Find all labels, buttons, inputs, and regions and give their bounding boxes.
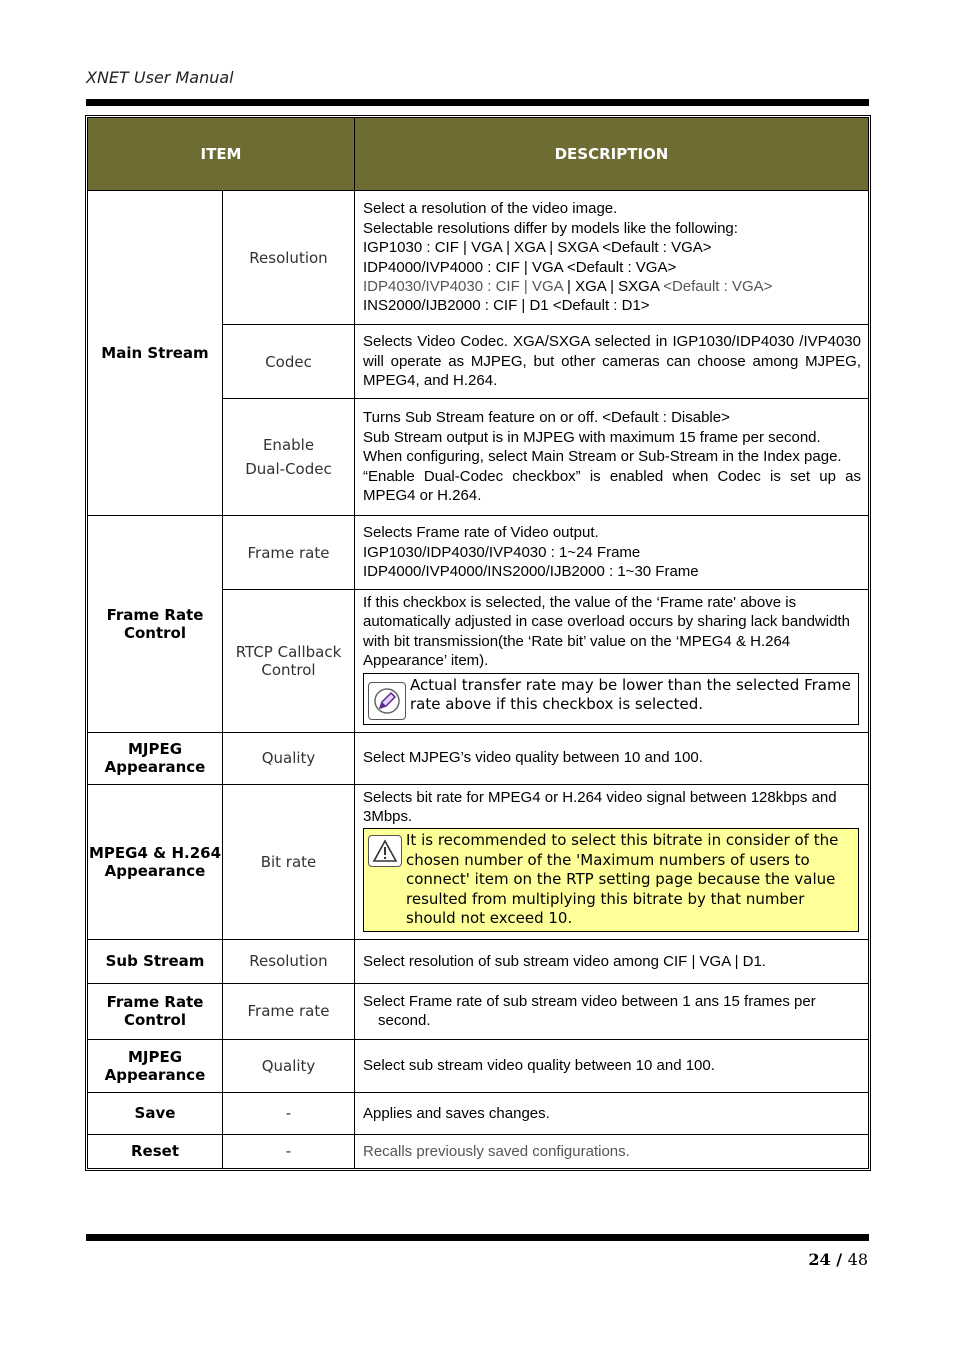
sub-resolution-2: Resolution: [223, 939, 355, 983]
sub-quality-2: Quality: [223, 1039, 355, 1092]
item-sub-frame-rate-control: Frame Rate Control: [88, 983, 223, 1039]
table-row: [88, 939, 869, 983]
table-row: [88, 516, 869, 590]
desc-save: Applies and saves changes.: [355, 1092, 869, 1134]
table-row: [88, 732, 869, 784]
desc-frame-rate: Selects Frame rate of Video output. IGP1030/IDP4030/IVP4030 : 1~24 Frame IDP4000/IVP4000/INS2000/IJB2000 : 1~30 Frame: [355, 516, 869, 590]
sub-codec: Codec: [223, 325, 355, 399]
pencil-note-icon: [368, 682, 406, 720]
desc-mjpeg-quality: Select MJPEG’s video quality between 10 and 100.: [355, 732, 869, 784]
table-row: [88, 1134, 869, 1168]
item-mpeg4-appearance: MPEG4 & H.264 Appearance: [88, 784, 223, 939]
desc-rtcp-callback: If this checkbox is selected, the value of the ‘Frame rate' above is automatically adjusted in case overload occurs by sharing lack bandwidth with bit transmission(the ‘Rate bit’ value on the ‘MPEG4 & H.264 Appearance’ item). Actual transfer rate may be lower than the selected Frame rate above if this checkbox is selected.: [355, 590, 869, 733]
page-header-title: XNET User Manual: [86, 68, 234, 87]
sub-reset: -: [223, 1134, 355, 1168]
sub-frame-rate-2: Frame rate: [223, 983, 355, 1039]
table-row: [88, 1092, 869, 1134]
col-description-header: DESCRIPTION: [355, 118, 869, 191]
desc-sub-frame-rate: Select Frame rate of sub stream video between 1 ans 15 frames per second.: [355, 983, 869, 1039]
item-reset: Reset: [88, 1134, 223, 1168]
desc-sub-resolution: Select resolution of sub stream video among CIF | VGA | D1.: [355, 939, 869, 983]
sub-bit-rate: Bit rate: [223, 784, 355, 939]
table-row: [88, 1039, 869, 1092]
sub-resolution: Resolution: [223, 191, 355, 325]
sub-dual-codec: Enable Dual-Codec: [223, 399, 355, 516]
header-rule: [86, 99, 869, 106]
warning-box: It is recommended to select this bitrate in consider of the chosen number of the 'Maximum numbers of users to connect' item on the RTP setting page because the value resulted from multiplying this bitrate by that number should not exceed 10.: [363, 828, 859, 932]
item-sub-stream: Sub Stream: [88, 939, 223, 983]
settings-table: [85, 115, 871, 1171]
item-sub-mjpeg-appearance: MJPEG Appearance: [88, 1039, 223, 1092]
footer-rule: [86, 1234, 869, 1241]
desc-codec: Selects Video Codec. XGA/SXGA selected in IGP1030/IDP4030 /IVP4030 will operate as MJPEG, but other cameras can choose among MJPEG, MPEG4, and H.264.: [355, 325, 869, 399]
table-row: [88, 983, 869, 1039]
table-header-row: [88, 118, 869, 191]
desc-resolution: Select a resolution of the video image. Selectable resolutions differ by models like the following: IGP1030 : CIF | VGA | XGA | SXGA <Default : VGA> IDP4000/IVP4000 : CIF | VGA <Default : VGA> IDP4030/IVP4030 : CIF | VGA | XGA | SXGA <Default : VGA> INS2000/IJB2000 : CIF | D1 <Default : D1>: [355, 191, 869, 325]
col-item-header: ITEM: [88, 118, 355, 191]
desc-sub-quality: Select sub stream video quality between 10 and 100.: [355, 1039, 869, 1092]
desc-bit-rate: Selects bit rate for MPEG4 or H.264 video signal between 128kbps and 3Mbps. It is recommended to select this bitrate in consider of the chosen number of the 'Maximum numbers of users to connect' item on the RTP setting page because the value resulted from multiplying this bitrate by that number should not exceed 10.: [355, 784, 869, 939]
item-mjpeg-appearance: MJPEG Appearance: [88, 732, 223, 784]
table-row: [88, 784, 869, 939]
sub-save: -: [223, 1092, 355, 1134]
item-main-stream: Main Stream: [88, 191, 223, 516]
note-box: Actual transfer rate may be lower than the selected Frame rate above if this checkbox is selected.: [363, 673, 859, 725]
item-save: Save: [88, 1092, 223, 1134]
sub-rtcp-callback: RTCP Callback Control: [223, 590, 355, 733]
warning-triangle-icon: [368, 835, 402, 867]
desc-reset: Recalls previously saved configurations.: [355, 1134, 869, 1168]
sub-quality: Quality: [223, 732, 355, 784]
sub-frame-rate: Frame rate: [223, 516, 355, 590]
table-row: [88, 191, 869, 325]
desc-dual-codec: Turns Sub Stream feature on or off. <Default : Disable> Sub Stream output is in MJPEG with maximum 15 frame per second. When configuring, select Main Stream or Sub-Stream in the Index page. “Enable Dual-Codec checkbox” is enabled when Codec is set up as MPEG4 or H.264.: [355, 399, 869, 516]
item-frame-rate-control: Frame Rate Control: [88, 516, 223, 733]
page-number: 24 / 48: [808, 1250, 868, 1269]
